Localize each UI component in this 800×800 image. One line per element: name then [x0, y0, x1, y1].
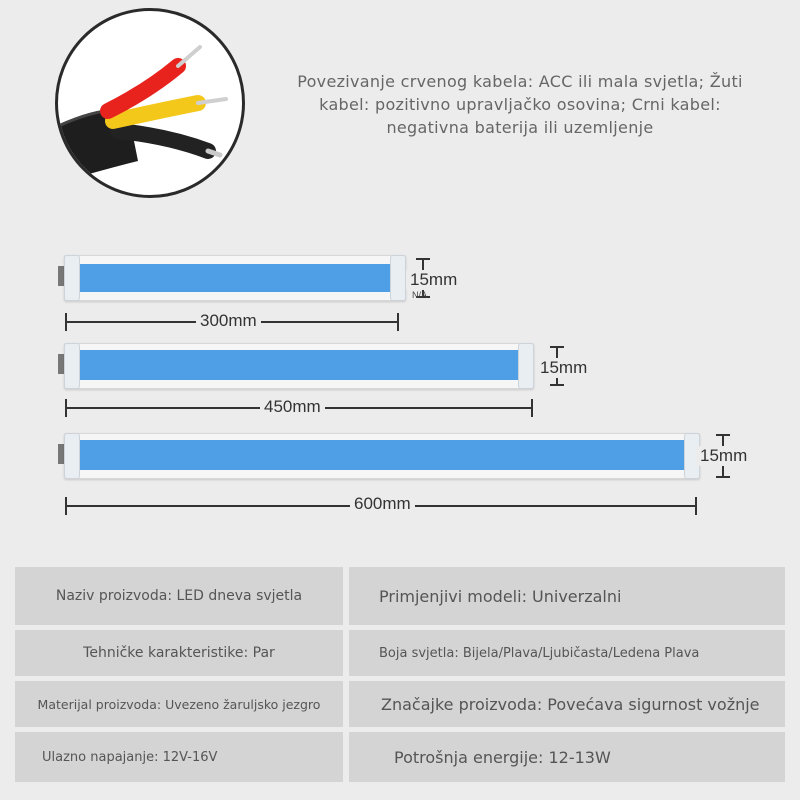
strip-led: [78, 264, 390, 292]
dim-tick: [716, 476, 730, 478]
spec-light-color: Boja svjetla: Bijela/Plava/Ljubičasta/Ledena Plava: [379, 645, 700, 661]
height-label-1: 15mm: [406, 270, 461, 290]
dim-tick: [716, 434, 730, 436]
led-strip-450: [58, 340, 536, 390]
spec-cell-left: [15, 630, 343, 676]
dim-tick: [550, 384, 564, 386]
dim-tick: [550, 346, 564, 348]
spec-cell-left: [15, 681, 343, 727]
dim-tick: [397, 313, 399, 331]
note-label: N/A: [412, 290, 428, 300]
dim-tick: [416, 258, 430, 260]
spec-cell-right: [349, 681, 785, 727]
height-label-3: 15mm: [696, 446, 751, 466]
dim-tick: [65, 313, 67, 331]
length-label-3: 600mm: [350, 494, 415, 514]
endcap-right: [390, 255, 406, 301]
spec-cell-right: [349, 732, 785, 782]
spec-input-power: Ulazno napajanje: 12V-16V: [42, 749, 218, 765]
strip-led: [78, 440, 684, 470]
spec-cell-right: [349, 567, 785, 625]
dim-tick: [531, 399, 533, 417]
spec-product-name: Naziv proizvoda: LED dneva svjetla: [55, 588, 303, 604]
length-label-2: 450mm: [260, 397, 325, 417]
endcap-left: [64, 255, 80, 301]
dim-tick: [695, 497, 697, 515]
dim-tick: [65, 399, 67, 417]
spec-cell-left: [15, 732, 343, 782]
wiring-description: Povezivanje crvenog kabela: ACC ili mala svjetla; Žuti kabel: pozitivno upravljačko osovina; Crni kabel: negativna baterija ili uzemljenje: [297, 72, 743, 137]
spec-technical: Tehničke karakteristike: Par: [83, 645, 275, 661]
length-label-1: 300mm: [196, 311, 261, 331]
wire-photo: [55, 8, 245, 198]
spec-material: Materijal proizvoda: Uvezeno žaruljsko jezgro: [37, 696, 321, 712]
led-strip-600: [58, 430, 702, 480]
spec-features: Značajke proizvoda: Povećava sigurnost vožnje: [381, 694, 760, 714]
spec-cell-right: [349, 630, 785, 676]
dim-tick: [65, 497, 67, 515]
led-strip-300: [58, 252, 408, 302]
endcap-right: [518, 343, 534, 389]
spec-power-consumption: Potrošnja energije: 12-13W: [394, 747, 611, 767]
spec-cell-left: [15, 567, 343, 625]
spec-applicable-models: Primjenjivi modeli: Univerzalni: [379, 586, 622, 606]
height-label-2: 15mm: [536, 358, 591, 378]
endcap-left: [64, 433, 80, 479]
wire-illustration: [58, 11, 242, 195]
strip-led: [78, 350, 518, 380]
endcap-left: [64, 343, 80, 389]
